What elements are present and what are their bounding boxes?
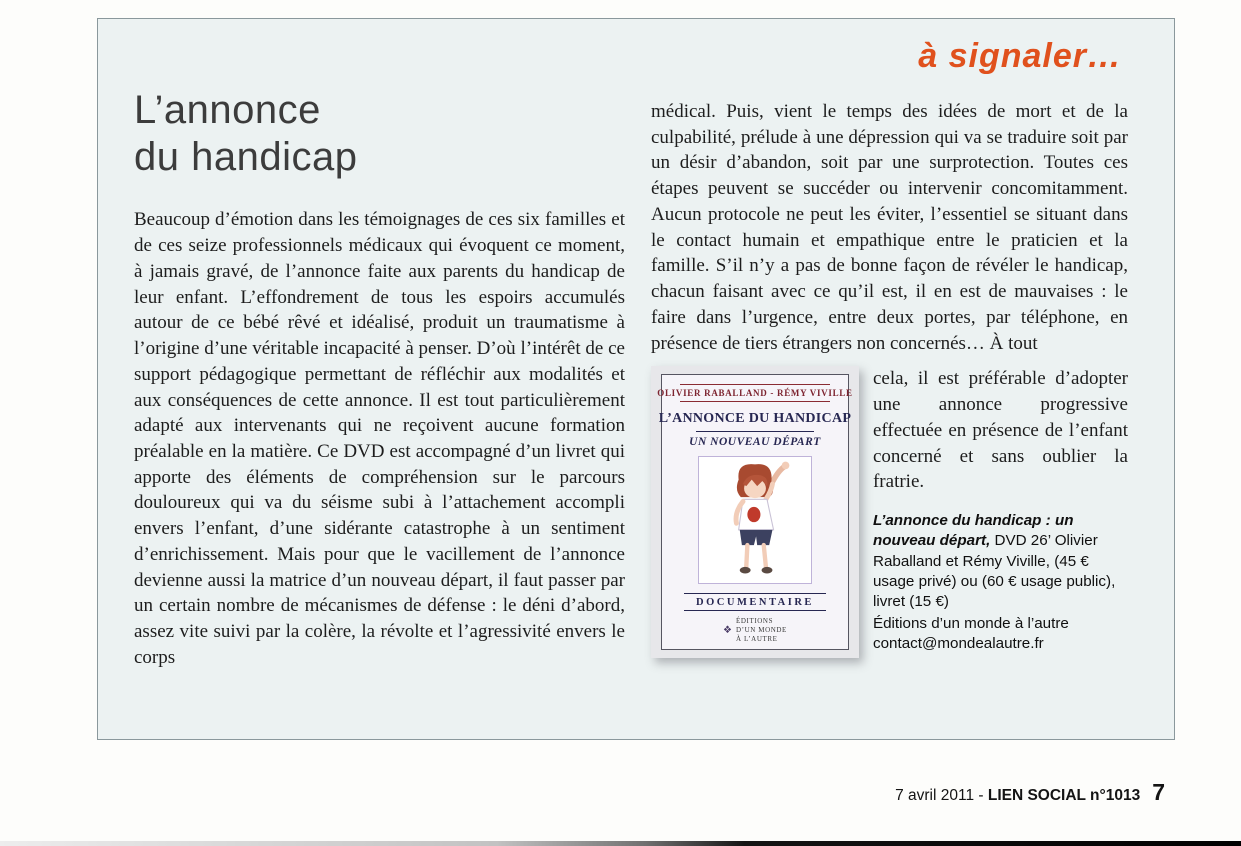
manga-girl-drawing [705, 460, 805, 580]
image-and-wrap-row [651, 366, 1128, 658]
dvd-authors: OLIVIER RABALLAND - RÉMY VIVILLE [657, 388, 853, 399]
caption-email: contact@mondealautre.fr [872, 635, 1044, 653]
footer-magazine-name: LIEN SOCIAL n°1013 [987, 787, 1141, 804]
dvd-publisher-logo [723, 617, 787, 644]
article-paragraph-right: médical. Puis, vient le temps des idées de mort et de la culpabilité, prélude à une dépression qui va se traduire soit par un désir d’abandon, soit par une surprotection. Toutes ces étapes peuvent se succéder ou intervenir concomitamment. Aucun protocole ne peut les éviter, l’essentiel se situant dans le contact humain et empathique entre le praticien et la famille. S’il n’y a pas de bonne façon de révéler le handicap, chacun faisant avec ce qu’il est, il en est de mauvaises : le faire dans l’urgence, entre deux portes, par téléphone, en présence de tiers étrangers non concernés… À tout [650, 101, 1128, 354]
article-title [134, 87, 625, 181]
dvd-caption [873, 511, 1128, 655]
cover-top-rule [680, 384, 830, 385]
footer-date: 7 avril 2011 - [895, 787, 988, 804]
dvd-title: L’ANNONCE DU HANDICAP [658, 411, 852, 427]
publisher-line-1: ÉDITIONS [736, 617, 774, 626]
publisher-logo-icon: ❖ [723, 625, 732, 637]
scan-edge-artifact [0, 841, 1241, 846]
cover-authors-rule [680, 401, 830, 402]
caption-title: L’annonce du handicap : un nouveau départ, [872, 512, 1074, 550]
dvd-subtitle: UN NOUVEAU DÉPART [689, 436, 821, 449]
publisher-line-2: D’UN MONDE [736, 626, 787, 635]
footer-page-number: 7 [1152, 779, 1165, 805]
caption-publisher: Éditions d’un monde à l’autre [872, 614, 1069, 632]
dvd-cover [651, 366, 859, 658]
publisher-logo-text [736, 617, 787, 644]
article-paragraph-left: Beaucoup d’émotion dans les témoignages de ces six familles et de ces seize professionnels médicaux qui évoquent ce moment, à jamais gravé, de l’annonce faite aux parents du handicap de leur enfant. L’effondrement de tous les espoirs accumulés autour de ce bébé rêvé et idéalisé, produit un traumatisme à l’origine d’une véritable incapacité à penser. D’où l’intérêt de ce support pédagogique permettant de réfléchir aux modalités et aux conséquences de cette annonce. Il est tout particulièrement adapté aux intervenants qui ne reçoivent aucune formation préalable en la matière. Ce DVD est accompagné d’un livret qui apporte des éléments de compréhension sur le parcours douloureux qui va du séisme subi à l’attachement accompli envers l’enfant, d’une sidérante catastrophe à un sentiment d’enrichissement. Mais pour que le vacillement de l’annonce devienne aussi la matrice d’un nouveau départ, il faut passer par un certain nombre de mécanismes de défense : le déni d’abord, assez vite suivi par la colère, la révolte et l’agressivité envers le corps [134, 209, 625, 668]
section-flag: à signaler… [918, 37, 1122, 75]
wrap-text-and-caption [873, 366, 1128, 658]
cover-title-rule [696, 431, 814, 432]
article-title-line-2: du handicap [134, 135, 358, 180]
article-title-line-1: L’annonce [134, 88, 321, 132]
dvd-cover-front [657, 374, 853, 650]
article-container [97, 18, 1175, 740]
caption-details: DVD 26’ Olivier Raballand et Rémy Viville, (45 € usage privé) ou (60 € usage public), livret (15 €) [872, 532, 1116, 611]
dvd-cover-illustration [698, 456, 812, 584]
article-columns [134, 83, 1128, 671]
publisher-line-3: À L’AUTRE [736, 635, 778, 644]
page-footer [895, 779, 1165, 806]
left-column [134, 83, 625, 671]
dvd-genre-label: DOCUMENTAIRE [684, 593, 826, 611]
right-column [651, 83, 1128, 671]
article-paragraph-wrapped: cela, il est préférable d’adopter une annonce progressive effectuée en présence de l’enfant concerné et sans oublier la fratrie. [872, 368, 1128, 493]
caption-main [873, 511, 1128, 613]
